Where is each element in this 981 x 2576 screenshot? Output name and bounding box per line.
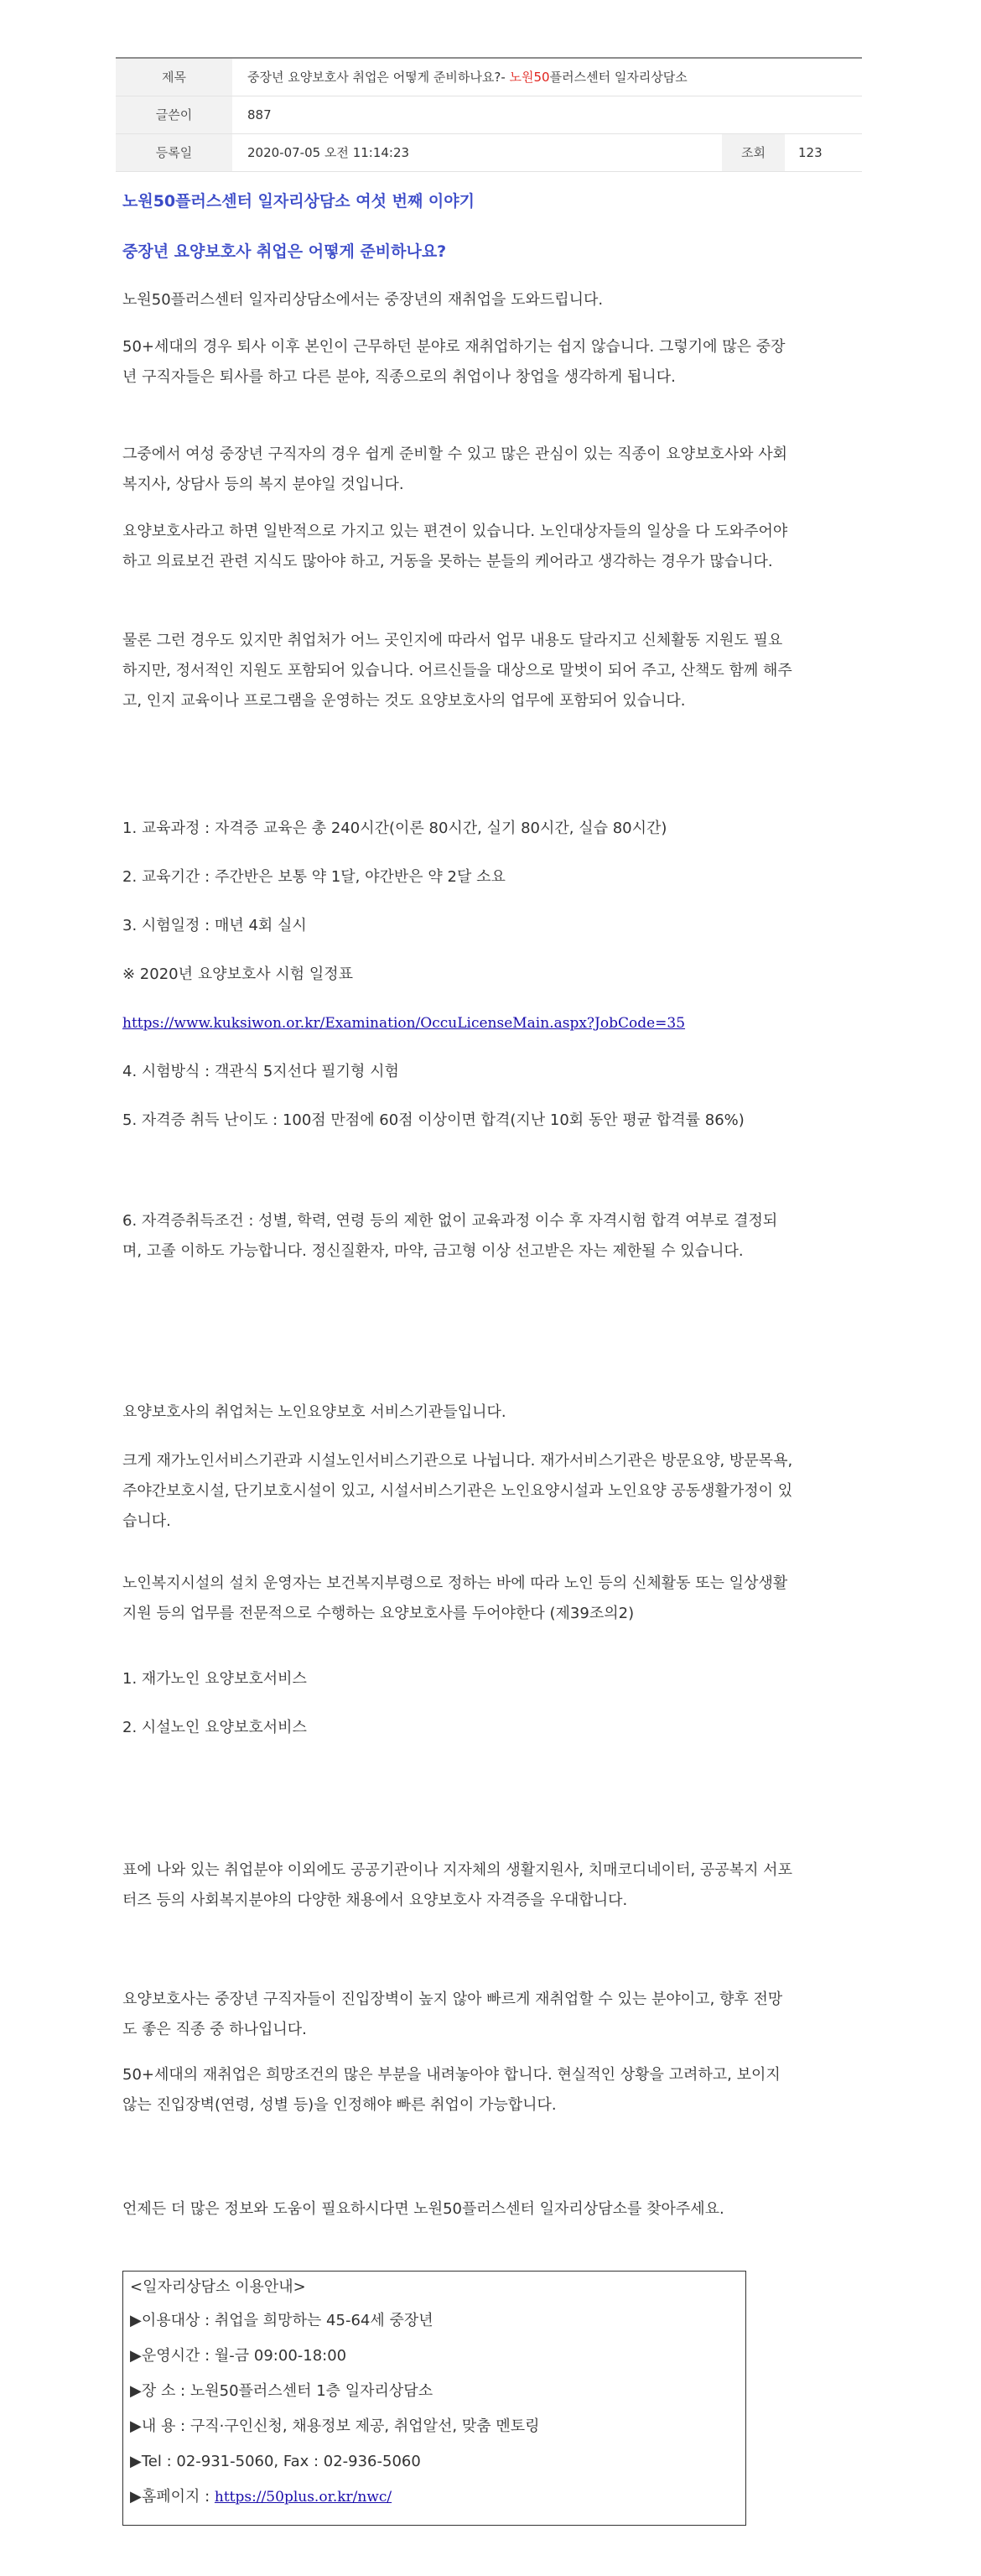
author-row <box>116 96 862 133</box>
paragraph-1: 노원50플러스센터 일자리상담소에서는 중장년의 재취업을 도와드립니다. <box>122 291 604 309</box>
list-item-2: 2. 교육기간 : 주간반은 보통 약 1달, 야간반은 약 2달 소요 <box>122 868 506 886</box>
info-homepage <box>130 2480 739 2515</box>
list-item-4: 4. 시험방식 : 객관식 5지선다 필기형 시험 <box>122 1063 399 1080</box>
author-value: 887 <box>232 96 862 133</box>
homepage-link[interactable]: https://50plus.or.kr/nwc/ <box>214 2489 392 2506</box>
views-value: 123 <box>785 133 862 171</box>
paragraph-11: 50+세대의 재취업은 희망조건의 많은 부분을 내려놓아야 합니다. 현실적인 상황을 고려하고, 보이지 않는 진입장벽(연령, 성별 등)을 인정해야 빠른 취업이 가능합니다. <box>122 2066 781 2114</box>
list-item-6: 6. 자격증취득조건 : 성별, 학력, 연령 등의 제한 없이 교육과정 이수 후 자격시험 합격 여부로 결정되며, 고졸 이하도 가능합니다. 정신질환자, 마약, 금고형 이상 선고받은 자는 제한될 수 있습니다. <box>122 1212 778 1260</box>
info-homepage-label: ▶홈페이지 : <box>130 2488 215 2506</box>
post-title-red: 노원50 <box>509 70 550 86</box>
paragraph-8: 노인복지시설의 설치 운영자는 보건복지부령으로 정하는 바에 따라 노인 등의 신체활동 또는 일상생활지원 등의 업무를 전문적으로 수행하는 요양보호사를 두어야한다 (제39조의2) <box>122 1574 788 1622</box>
post-title-prefix: 중장년 요양보호사 취업은 어떻게 준비하나요?- <box>247 70 510 86</box>
paragraph-10: 요양보호사는 중장년 구직자들이 진입장벽이 높지 않아 빠르게 재취업할 수 있는 분야이고, 향후 전망도 좋은 직종 중 하나입니다. <box>122 1991 783 2038</box>
info-box-title: <일자리상담소 이용안내> <box>130 2278 306 2296</box>
paragraph-5: 물론 그런 경우도 있지만 취업처가 어느 곳인지에 따라서 업무 내용도 달라지고 신체활동 지원도 필요하지만, 정서적인 지원도 포함되어 있습니다. 어르신들을 대상으로 말벗이 되어 주고, 산책도 함께 해주고, 인지 교육이나 프로그램을 운영하는 것도 요양보호사의 업무에 포함되어 있습니다. <box>122 632 792 710</box>
date-row <box>116 133 862 171</box>
exam-schedule-link[interactable]: https://www.kuksiwon.or.kr/Examination/OccuLicenseMain.aspx?JobCode=35 <box>122 1015 686 1032</box>
info-target: ▶이용대상 : 취업을 희망하는 45-64세 중장년 <box>130 2312 433 2329</box>
paragraph-7: 크게 재가노인서비스기관과 시설노인서비스기관으로 나뉩니다. 재가서비스기관은 방문요양, 방문목욕, 주야간보호시설, 단기보호시설이 있고, 시설서비스기관은 노인요양시설과 노인요양 공동생활가정이 있습니다. <box>122 1452 793 1530</box>
views-label: 조회 <box>722 133 785 171</box>
date-label: 등록일 <box>116 133 232 171</box>
info-box <box>122 2271 746 2526</box>
paragraph-12: 언제든 더 많은 정보와 도움이 필요하시다면 노원50플러스센터 일자리상담소를 찾아주세요. <box>122 2200 724 2218</box>
meta-table <box>116 57 862 172</box>
post-title-suffix: 플러스센터 일자리상담소 <box>549 70 688 86</box>
post-title <box>232 58 862 96</box>
service-item-1: 1. 재가노인 요양보호서비스 <box>122 1670 307 1688</box>
article-heading-2: 중장년 요양보호사 취업은 어떻게 준비하나요? <box>122 242 447 261</box>
paragraph-3: 그중에서 여성 중장년 구직자의 경우 쉽게 준비할 수 있고 많은 관심이 있는 직종이 요양보호사와 사회복지사, 상담사 등의 복지 분야일 것입니다. <box>122 445 788 493</box>
author-label: 글쓴이 <box>116 96 232 133</box>
list-item-1: 1. 교육과정 : 자격증 교육은 총 240시간(이론 80시간, 실기 80시간, 실습 80시간) <box>122 820 667 837</box>
paragraph-4: 요양보호사라고 하면 일반적으로 가지고 있는 편견이 있습니다. 노인대상자들의 일상을 다 도와주어야 하고 의료보건 관련 지식도 많아야 하고, 거동을 못하는 분들의 케어라고 생각하는 경우가 많습니다. <box>122 523 788 570</box>
post-header <box>116 57 862 172</box>
title-label: 제목 <box>116 58 232 96</box>
service-item-2: 2. 시설노인 요양보호서비스 <box>122 1719 307 1736</box>
list-item-5: 5. 자격증 취득 난이도 : 100점 만점에 60점 이상이면 합격(지난 10회 동안 평균 합격률 86%) <box>122 1111 745 1129</box>
paragraph-9: 표에 나와 있는 취업분야 이외에도 공공기관이나 지자체의 생활지원사, 치매코디네이터, 공공복지 서포터즈 등의 사회복지분야의 다양한 채용에서 요양보호사 자격증을 우대합니다. <box>122 1861 792 1909</box>
paragraph-6: 요양보호사의 취업처는 노인요양보호 서비스기관들입니다. <box>122 1403 506 1421</box>
info-place: ▶장 소 : 노원50플러스센터 1층 일자리상담소 <box>130 2382 433 2400</box>
info-hours: ▶운영시간 : 월-금 09:00-18:00 <box>130 2347 347 2365</box>
date-value: 2020-07-05 오전 11:14:23 <box>232 133 722 171</box>
info-content: ▶내 용 : 구직·구인신청, 채용정보 제공, 취업알선, 맞춤 멘토링 <box>130 2417 540 2435</box>
exam-note: ※ 2020년 요양보호사 시험 일정표 <box>122 965 354 983</box>
info-tel: ▶Tel : 02-931-5060, Fax : 02-936-5060 <box>130 2453 421 2470</box>
article-heading-1: 노원50플러스센터 일자리상담소 여섯 번째 이야기 <box>122 192 475 211</box>
paragraph-2: 50+세대의 경우 퇴사 이후 본인이 근무하던 분야로 재취업하기는 쉽지 않습니다. 그렇기에 많은 중장년 구직자들은 퇴사를 하고 다른 분야, 직종으로의 취업이나 창업을 생각하게 됩니다. <box>122 338 786 386</box>
list-item-3: 3. 시험일정 : 매년 4회 실시 <box>122 917 307 934</box>
title-row <box>116 58 862 96</box>
